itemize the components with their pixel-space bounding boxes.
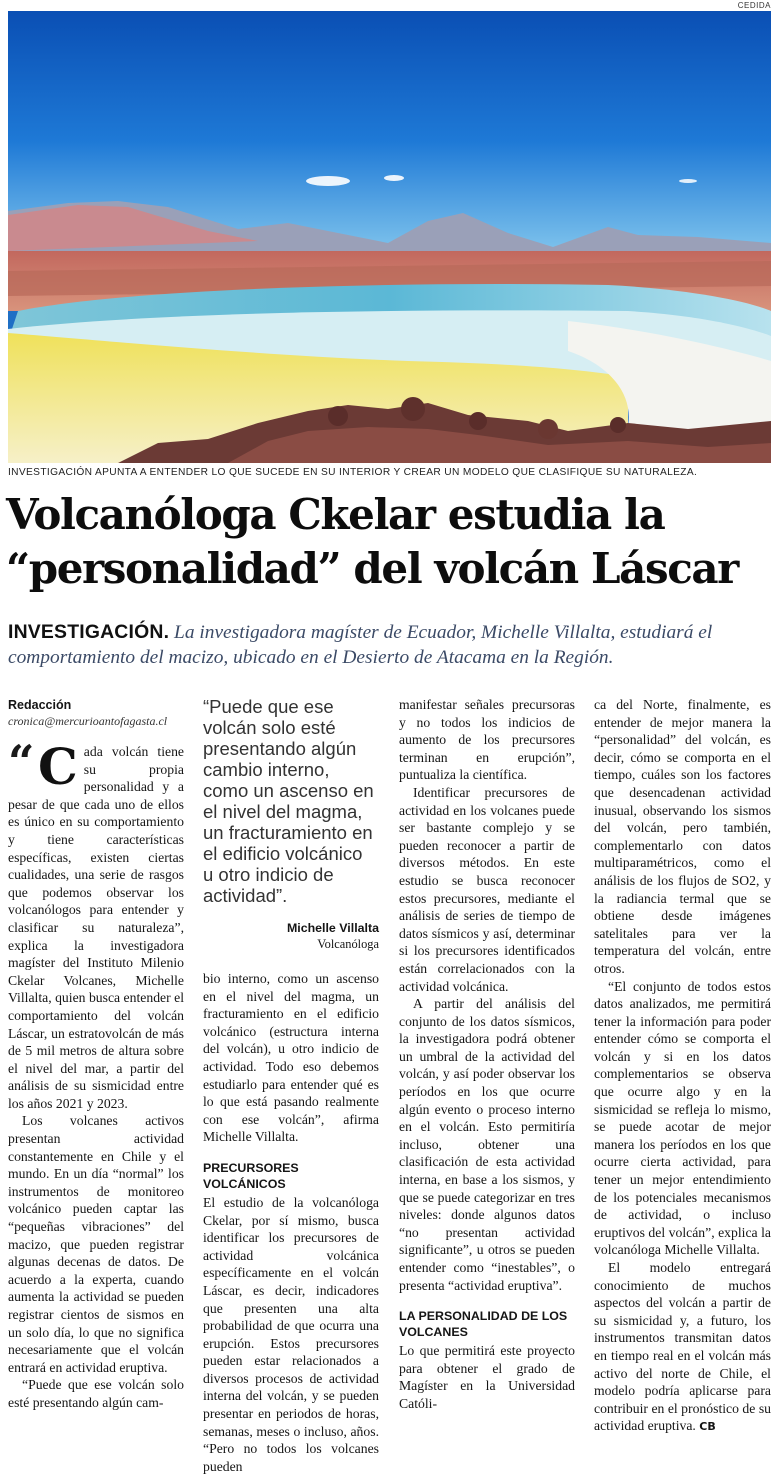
paragraph-8: “El conjunto de todos estos datos analizados, me permitirá tener la información para poder entender cómo se comporta el volcán y si en los datos complementarios se observa que ocurre algo y en la sismicidad se refleja lo mismo, se puede acotar de mejor manera los períodos en los que ocurre cierta actividad, para tener un mejor entendimiento de los potenciales mecanismos de actividad, o incluso eruptivos del volcán”, explica la volcanóloga Michelle Villalta. xyxy=(594,978,771,1258)
byline-email: cronica@mercurioantofagasta.cl xyxy=(8,714,168,728)
paragraph-4-cont: manifestar señales precursoras y no todos los indicios de aumento de los precursores terminan en erupción”, puntualiza la científica. xyxy=(399,697,575,783)
drop-cap: C xyxy=(38,737,78,796)
paragraph-3-cont: bio interno, como un ascenso en el nivel del magma, un fracturamiento en el edificio volcánico (estructura interna del volcán), u otro indicio de actividad. Todo eso debemos estudiarlo para entender qué es lo que está pasando realmente con ese volcán”, afirma Michelle Villalta. xyxy=(203,971,379,1145)
pull-quote: “Puede que ese volcán solo esté presentando algún cambio interno, como un ascenso en el nivel del magma, un fracturamiento en el edificio volcánico u otro indicio de actividad”. xyxy=(203,696,374,906)
column-3 xyxy=(399,696,575,1413)
paragraph-7: Lo que permitirá este proyecto para obtener el grado de Magíster en la Universidad Católi- xyxy=(399,1343,575,1411)
column-2 xyxy=(203,696,379,1475)
end-mark: CB xyxy=(699,1420,716,1434)
photo-credit: CEDIDA xyxy=(737,1,771,10)
paragraph-9 xyxy=(594,1259,771,1436)
paragraph-5: Identificar precursores de actividad en los volcanes puede ser bastante complejo y se pueden reconocer a partir de diversos métodos. En este estudio se busca reconocer estos precursores, mediante el análisis de series de tiempo de datos sísmicos y así, determinar si los precursores identificados están correlacionados con la actividad volcánica. xyxy=(399,784,575,994)
lake-landscape-photo xyxy=(8,11,771,463)
photo-caption: INVESTIGACIÓN APUNTA A ENTENDER LO QUE SUCEDE EN SU INTERIOR Y CREAR UN MODELO QUE CLASIFIQUE SU NATURALEZA. xyxy=(8,467,698,478)
deck-text: La investigadora magíster de Ecuador, Michelle Villalta, estudiará el comportamiento del macizo, ubicado en el Desierto de Atacama en la Región. xyxy=(8,622,713,668)
paragraph-7-cont: ca del Norte, finalmente, es entender de mejor manera la “personalidad” del volcán, es decir, cómo se comporta en el tiempo, cuáles son los factores que desencadenan actividad inusual, observando los sismos del volcán, pero también, complementarlo con datos multiparamétricos, como el análisis de los flujos de SO2, y la radiancia termal que se obtiene desde imágenes satelitales para ver la temperatura del volcán, entre otros. xyxy=(594,697,771,976)
subhead-precursores: PRECURSORES VOLCÁNICOS xyxy=(203,1160,299,1191)
paragraph-3-start: “Puede que ese volcán solo esté presentando algún cam- xyxy=(8,1377,184,1410)
opening-paragraph xyxy=(8,735,184,1112)
pull-quote-name: Michelle Villalta xyxy=(286,921,379,935)
paragraph-1: ada volcán tiene su propia personalidad y a pesar de que cada uno de ellos es único en su comportamiento y tiene características específicas, existen ciertas cualidades, una serie de rasgos que podemos observar los volcanólogos para entender y clasificar su naturaleza”, explica la investigadora magíster del Instituto Milenio Ckelar Volcanes, Michelle Villalta, quien busca entender el comportamiento del volcán Láscar, un estratovolcán de más de 5 mil metros de altura sobre el nivel del mar, a partir del análisis de su sismicidad entre los años 2021 y 2023. xyxy=(8,744,184,1111)
paragraph-6: A partir del análisis del conjunto de los datos sísmicos, la investigadora podrá obtener un umbral de la actividad del volcán, y así poder observar los períodos en los que ocurre algún evento o proceso interno en el volcán. Esto permitiría incluso, obtener una clasificación de esta actividad interna, en base a los sismos, y que se puede categorizar en tres niveles: donde algunos datos “no presentan actividad significante”, u otros se pueden entender como “inestables”, o presenta “actividad eruptiva”. xyxy=(399,996,575,1293)
paragraph-2: Los volcanes activos presentan actividad constantemente en Chile y el mundo. En un día “normal” los instrumentos de monitoreo volcánico pueden captar las “pequeñas vibraciones” del macizo, que pueden registrar algunas decenas de datos. De acuerdo a la experta, cuando aumenta la actividad se pueden registrar cientos de sismos en un solo día, lo que no significa necesariamente que el volcán entrará en actividad eruptiva. xyxy=(8,1113,184,1375)
subhead-personalidad: LA PERSONALIDAD DE LOS VOLCANES xyxy=(399,1309,568,1340)
headline-line-1: Volcanóloga Ckelar estudia la xyxy=(6,490,665,539)
pull-quote-role: Volcanóloga xyxy=(317,937,379,951)
landscape-illustration xyxy=(8,11,771,463)
byline: Redacción xyxy=(8,698,72,712)
column-1 xyxy=(8,697,184,1412)
opening-quote-mark: “ xyxy=(8,735,35,789)
headline xyxy=(6,488,776,596)
paragraph-4: El estudio de la volcanóloga Ckelar, por sí mismo, busca identificar los precursores de actividad volcánica específicamente en el volcán Láscar, es decir, indicadores que presenten una alta probabilidad de que ocurra una erupción. Estos precursores pueden estar relacionados a diversos procesos de actividad interna del volcán, y se pueden presentar en periodos de horas, semanas, meses o incluso, años. “Pero no todos los volcanes pueden xyxy=(203,1194,379,1474)
paragraph-9-text: El modelo entregará conocimiento de muchos aspectos del volcán a partir de su sismicidad y, a futuro, los instrumentos transmitan datos en tiempo real en el volcán más activo del norte de Chile, el modelo podría aplicarse para contribuir en el pronóstico de su actividad eruptiva. xyxy=(594,1260,771,1434)
column-4 xyxy=(594,696,771,1436)
deck xyxy=(8,620,773,670)
headline-line-2: “personalidad” del volcán Láscar xyxy=(6,544,738,593)
kicker: INVESTIGACIÓN. xyxy=(8,621,170,643)
